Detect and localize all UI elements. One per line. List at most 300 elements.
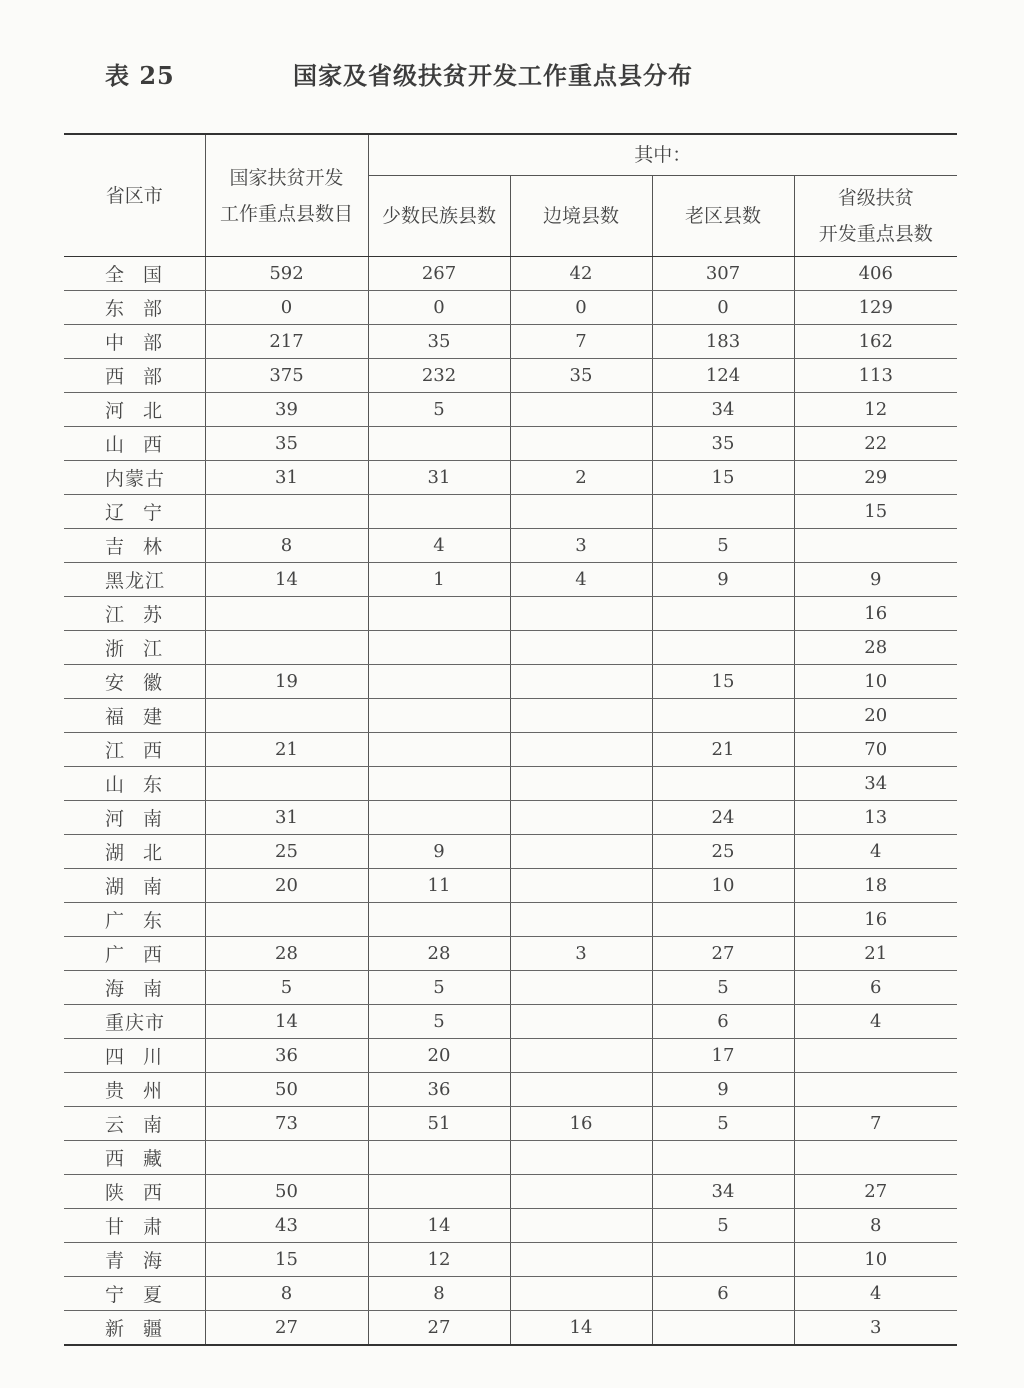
minority-count-cell: 0 [368, 291, 510, 325]
national-count-cell: 375 [205, 359, 368, 393]
border-count-cell: 7 [510, 325, 652, 359]
border-count-cell [510, 801, 652, 835]
header-provincial [794, 176, 957, 257]
national-count-cell: 19 [205, 665, 368, 699]
province-name-char: 西 [105, 366, 126, 388]
header-border: 边境县数 [510, 176, 652, 257]
old-area-count-cell: 6 [652, 1277, 794, 1311]
old-area-count-cell [652, 1243, 794, 1277]
border-count-cell: 14 [510, 1311, 652, 1346]
province-name-char: 福 [105, 706, 126, 728]
province-name [105, 702, 163, 729]
minority-count-cell: 5 [368, 393, 510, 427]
province-cell [64, 767, 205, 801]
minority-count-cell [368, 767, 510, 801]
old-area-count-cell: 6 [652, 1005, 794, 1039]
provincial-count-cell: 27 [794, 1175, 957, 1209]
province-name-char: 山 [105, 774, 126, 796]
header-of-which: 其中： [368, 134, 957, 176]
national-count-cell: 35 [205, 427, 368, 461]
border-count-cell [510, 1141, 652, 1175]
province-name [105, 294, 163, 321]
province-name [105, 974, 163, 1001]
title-bar [105, 56, 965, 96]
provincial-count-cell: 6 [794, 971, 957, 1005]
province-name-char: 青 [105, 1250, 126, 1272]
old-area-count-cell [652, 631, 794, 665]
border-count-cell [510, 1005, 652, 1039]
old-area-count-cell: 35 [652, 427, 794, 461]
province-cell [64, 631, 205, 665]
province-name [105, 362, 163, 389]
province-name-char: 甘 [105, 1216, 126, 1238]
province-name [105, 532, 163, 559]
provincial-count-cell: 129 [794, 291, 957, 325]
border-count-cell [510, 665, 652, 699]
province-name [105, 770, 163, 797]
old-area-count-cell [652, 767, 794, 801]
border-count-cell [510, 1073, 652, 1107]
table-row [64, 1277, 957, 1311]
province-name-char: 山 [105, 434, 126, 456]
border-count-cell: 35 [510, 359, 652, 393]
province-name-char: 西 [105, 1148, 126, 1170]
national-count-cell: 0 [205, 291, 368, 325]
header-national-line1: 国家扶贫开发 [229, 166, 344, 189]
province-cell [64, 665, 205, 699]
table-row [64, 325, 957, 359]
table-row [64, 1311, 957, 1346]
province-name-char: 建 [142, 706, 163, 728]
province-name [105, 1144, 163, 1171]
minority-count-cell [368, 1175, 510, 1209]
table-row [64, 597, 957, 631]
province-name-char: 苏 [142, 604, 163, 626]
minority-count-cell: 20 [368, 1039, 510, 1073]
province-name-char: 川 [142, 1046, 163, 1068]
old-area-count-cell: 21 [652, 733, 794, 767]
table-row [64, 495, 957, 529]
minority-count-cell: 5 [368, 971, 510, 1005]
provincial-count-cell [794, 1039, 957, 1073]
province-name-char: 浙 [105, 638, 126, 660]
province-name-char: 肃 [142, 1216, 163, 1238]
national-count-cell: 20 [205, 869, 368, 903]
provincial-count-cell: 9 [794, 563, 957, 597]
province-name [105, 1212, 163, 1239]
national-count-cell [205, 631, 368, 665]
province-cell [64, 1175, 205, 1209]
province-name-char: 南 [142, 1114, 163, 1136]
border-count-cell [510, 631, 652, 665]
province-cell [64, 1209, 205, 1243]
minority-count-cell: 1 [368, 563, 510, 597]
old-area-count-cell: 5 [652, 1107, 794, 1141]
province-name [105, 498, 163, 525]
province-name [105, 940, 163, 967]
table-row [64, 699, 957, 733]
table-row [64, 1243, 957, 1277]
province-cell [64, 1107, 205, 1141]
provincial-count-cell: 21 [794, 937, 957, 971]
table-row [64, 393, 957, 427]
table-number: 表 25 [105, 61, 175, 90]
border-count-cell: 0 [510, 291, 652, 325]
old-area-count-cell: 5 [652, 529, 794, 563]
table-body [64, 257, 957, 1346]
national-count-cell [205, 767, 368, 801]
province-name [105, 804, 163, 831]
minority-count-cell: 9 [368, 835, 510, 869]
province-name [105, 1076, 163, 1103]
provincial-count-cell: 113 [794, 359, 957, 393]
provincial-count-cell: 16 [794, 903, 957, 937]
province-name [105, 1042, 163, 1069]
minority-count-cell [368, 665, 510, 699]
province-name [105, 838, 163, 865]
table-row [64, 563, 957, 597]
province-name-char: 国 [142, 264, 163, 286]
province-name [105, 260, 163, 287]
border-count-cell: 3 [510, 529, 652, 563]
province-name [105, 906, 163, 933]
header-provincial-line1: 省级扶贫 [837, 187, 914, 209]
province-cell [64, 257, 205, 291]
old-area-count-cell: 5 [652, 971, 794, 1005]
province-name-char: 湖 [105, 876, 126, 898]
province-name-char: 西 [142, 434, 163, 456]
province-cell [64, 291, 205, 325]
border-count-cell: 2 [510, 461, 652, 495]
province-name-char: 东 [105, 298, 126, 320]
table-row [64, 529, 957, 563]
province-name-char: 西 [142, 1182, 163, 1204]
province-name-char: 北 [142, 400, 163, 422]
border-count-cell [510, 495, 652, 529]
province-name-char: 南 [142, 978, 163, 1000]
table-row [64, 1175, 957, 1209]
province-name-char: 辽 [105, 502, 126, 524]
provincial-count-cell: 4 [794, 1277, 957, 1311]
minority-count-cell [368, 495, 510, 529]
provincial-count-cell: 20 [794, 699, 957, 733]
national-count-cell: 8 [205, 1277, 368, 1311]
border-count-cell [510, 1209, 652, 1243]
province-name-char: 江 [105, 740, 126, 762]
province-name-char: 湖 [105, 842, 126, 864]
provincial-count-cell: 18 [794, 869, 957, 903]
minority-count-cell: 36 [368, 1073, 510, 1107]
provincial-count-cell [794, 1141, 957, 1175]
national-count-cell: 14 [205, 563, 368, 597]
old-area-count-cell: 124 [652, 359, 794, 393]
provincial-count-cell [794, 1073, 957, 1107]
national-count-cell: 31 [205, 801, 368, 835]
table-row [64, 801, 957, 835]
minority-count-cell: 232 [368, 359, 510, 393]
provincial-count-cell [794, 529, 957, 563]
province-name-char: 藏 [142, 1148, 163, 1170]
national-count-cell: 217 [205, 325, 368, 359]
table-row [64, 1039, 957, 1073]
province-cell: 内蒙古 [64, 461, 205, 495]
minority-count-cell: 28 [368, 937, 510, 971]
national-count-cell [205, 699, 368, 733]
province-name [105, 1178, 163, 1205]
province-name-char: 林 [142, 536, 163, 558]
provincial-count-cell: 12 [794, 393, 957, 427]
provincial-count-cell: 3 [794, 1311, 957, 1346]
border-count-cell [510, 1039, 652, 1073]
table-row [64, 1005, 957, 1039]
national-count-cell: 43 [205, 1209, 368, 1243]
old-area-count-cell [652, 597, 794, 631]
province-name-char: 贵 [105, 1080, 126, 1102]
province-cell [64, 325, 205, 359]
provincial-count-cell: 10 [794, 665, 957, 699]
provincial-count-cell: 34 [794, 767, 957, 801]
table-row [64, 427, 957, 461]
table-row [64, 1107, 957, 1141]
old-area-count-cell: 5 [652, 1209, 794, 1243]
table-row [64, 359, 957, 393]
province-name-char: 南 [142, 876, 163, 898]
table-row [64, 631, 957, 665]
province-name [105, 1280, 163, 1307]
national-count-cell: 28 [205, 937, 368, 971]
table-row [64, 257, 957, 291]
province-cell [64, 1277, 205, 1311]
province-name [105, 430, 163, 457]
province-name-char: 吉 [105, 536, 126, 558]
table-row [64, 903, 957, 937]
province-cell [64, 427, 205, 461]
border-count-cell: 16 [510, 1107, 652, 1141]
provincial-count-cell: 70 [794, 733, 957, 767]
national-count-cell [205, 597, 368, 631]
minority-count-cell [368, 699, 510, 733]
old-area-count-cell: 25 [652, 835, 794, 869]
province-name-char: 州 [142, 1080, 163, 1102]
province-cell [64, 937, 205, 971]
table-row [64, 461, 957, 495]
old-area-count-cell: 15 [652, 461, 794, 495]
table-row [64, 937, 957, 971]
old-area-count-cell: 27 [652, 937, 794, 971]
provincial-count-cell: 406 [794, 257, 957, 291]
provincial-count-cell: 22 [794, 427, 957, 461]
border-count-cell [510, 903, 652, 937]
province-name-char: 宁 [142, 502, 163, 524]
old-area-count-cell: 307 [652, 257, 794, 291]
border-count-cell: 42 [510, 257, 652, 291]
province-name [105, 328, 163, 355]
header-national [205, 134, 368, 257]
table-container [64, 133, 957, 1346]
old-area-count-cell: 0 [652, 291, 794, 325]
old-area-count-cell: 9 [652, 1073, 794, 1107]
national-count-cell: 50 [205, 1073, 368, 1107]
old-area-count-cell [652, 495, 794, 529]
province-name-char: 海 [105, 978, 126, 1000]
border-count-cell [510, 971, 652, 1005]
border-count-cell [510, 767, 652, 801]
province-name-char: 西 [142, 740, 163, 762]
province-name-char: 河 [105, 808, 126, 830]
minority-count-cell [368, 801, 510, 835]
minority-count-cell [368, 427, 510, 461]
border-count-cell [510, 597, 652, 631]
provincial-count-cell: 4 [794, 1005, 957, 1039]
border-count-cell: 4 [510, 563, 652, 597]
provincial-count-cell: 10 [794, 1243, 957, 1277]
national-count-cell: 50 [205, 1175, 368, 1209]
provincial-count-cell: 13 [794, 801, 957, 835]
table-row [64, 835, 957, 869]
national-count-cell: 5 [205, 971, 368, 1005]
old-area-count-cell: 34 [652, 1175, 794, 1209]
data-table [64, 133, 957, 1346]
province-name-char: 南 [142, 808, 163, 830]
provincial-count-cell: 7 [794, 1107, 957, 1141]
minority-count-cell: 8 [368, 1277, 510, 1311]
old-area-count-cell: 9 [652, 563, 794, 597]
province-name-char: 全 [105, 264, 126, 286]
border-count-cell [510, 869, 652, 903]
old-area-count-cell: 10 [652, 869, 794, 903]
province-cell [64, 835, 205, 869]
table-row [64, 291, 957, 325]
province-name-char: 广 [105, 944, 126, 966]
province-name [105, 634, 163, 661]
provincial-count-cell: 29 [794, 461, 957, 495]
minority-count-cell: 14 [368, 1209, 510, 1243]
province-name [105, 1314, 163, 1341]
province-name [105, 668, 163, 695]
minority-count-cell [368, 733, 510, 767]
province-cell [64, 393, 205, 427]
province-name-char: 部 [142, 298, 163, 320]
province-cell [64, 359, 205, 393]
border-count-cell [510, 393, 652, 427]
province-name-char: 中 [105, 332, 126, 354]
old-area-count-cell [652, 903, 794, 937]
province-name-char: 西 [142, 944, 163, 966]
provincial-count-cell: 162 [794, 325, 957, 359]
province-cell [64, 1073, 205, 1107]
minority-count-cell [368, 597, 510, 631]
province-name [105, 736, 163, 763]
province-name-char: 宁 [105, 1284, 126, 1306]
province-cell [64, 869, 205, 903]
old-area-count-cell: 15 [652, 665, 794, 699]
header-provincial-line2: 开发重点县数 [818, 223, 933, 245]
national-count-cell: 73 [205, 1107, 368, 1141]
province-name-char: 河 [105, 400, 126, 422]
province-name [105, 1110, 163, 1137]
province-name-char: 东 [142, 910, 163, 932]
province-name [105, 396, 163, 423]
table-row [64, 767, 957, 801]
border-count-cell [510, 1277, 652, 1311]
minority-count-cell: 5 [368, 1005, 510, 1039]
border-count-cell [510, 733, 652, 767]
national-count-cell: 27 [205, 1311, 368, 1346]
provincial-count-cell: 4 [794, 835, 957, 869]
province-cell: 黑龙江 [64, 563, 205, 597]
header-province: 省区市 [64, 134, 205, 257]
minority-count-cell: 267 [368, 257, 510, 291]
table-row [64, 1209, 957, 1243]
province-name-char: 新 [105, 1318, 126, 1340]
table-row [64, 1141, 957, 1175]
province-name-char: 江 [142, 638, 163, 660]
national-count-cell: 15 [205, 1243, 368, 1277]
old-area-count-cell [652, 699, 794, 733]
old-area-count-cell [652, 1141, 794, 1175]
minority-count-cell: 31 [368, 461, 510, 495]
border-count-cell [510, 1243, 652, 1277]
national-count-cell [205, 903, 368, 937]
old-area-count-cell: 17 [652, 1039, 794, 1073]
minority-count-cell: 35 [368, 325, 510, 359]
table-row [64, 869, 957, 903]
province-cell [64, 1039, 205, 1073]
national-count-cell: 25 [205, 835, 368, 869]
border-count-cell [510, 1175, 652, 1209]
national-count-cell: 39 [205, 393, 368, 427]
old-area-count-cell: 183 [652, 325, 794, 359]
national-count-cell: 21 [205, 733, 368, 767]
table-row [64, 971, 957, 1005]
header-old-area: 老区县数 [652, 176, 794, 257]
border-count-cell: 3 [510, 937, 652, 971]
national-count-cell [205, 1141, 368, 1175]
province-name-char: 疆 [142, 1318, 163, 1340]
old-area-count-cell [652, 1311, 794, 1346]
national-count-cell: 31 [205, 461, 368, 495]
province-cell [64, 1141, 205, 1175]
province-name-char: 广 [105, 910, 126, 932]
province-cell [64, 1243, 205, 1277]
minority-count-cell [368, 1141, 510, 1175]
provincial-count-cell: 16 [794, 597, 957, 631]
header-national-line2: 工作重点县数目 [219, 202, 353, 225]
province-name-char: 东 [142, 774, 163, 796]
provincial-count-cell: 15 [794, 495, 957, 529]
national-count-cell: 8 [205, 529, 368, 563]
province-name-char: 海 [142, 1250, 163, 1272]
province-cell [64, 1311, 205, 1346]
province-cell [64, 801, 205, 835]
province-name-char: 徽 [142, 672, 163, 694]
national-count-cell: 14 [205, 1005, 368, 1039]
border-count-cell [510, 835, 652, 869]
province-cell [64, 733, 205, 767]
minority-count-cell: 11 [368, 869, 510, 903]
province-cell [64, 597, 205, 631]
provincial-count-cell: 8 [794, 1209, 957, 1243]
province-name-char: 安 [105, 672, 126, 694]
province-name [105, 872, 163, 899]
provincial-count-cell: 28 [794, 631, 957, 665]
old-area-count-cell: 34 [652, 393, 794, 427]
national-count-cell: 36 [205, 1039, 368, 1073]
minority-count-cell: 51 [368, 1107, 510, 1141]
province-name-char: 北 [142, 842, 163, 864]
table-row [64, 665, 957, 699]
minority-count-cell: 27 [368, 1311, 510, 1346]
